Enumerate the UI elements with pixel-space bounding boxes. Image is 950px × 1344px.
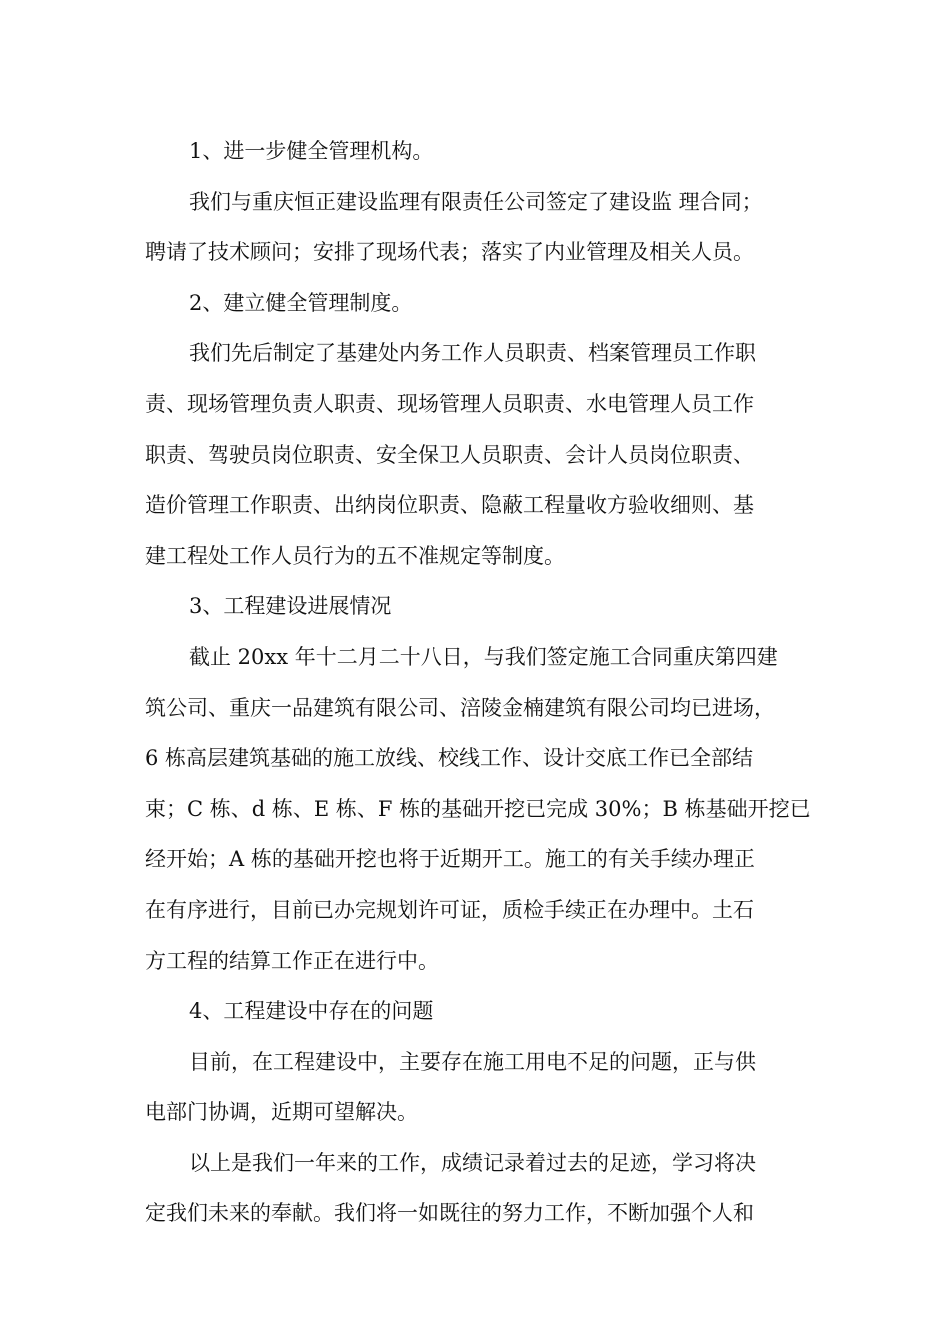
heading-progress (145, 581, 825, 632)
text-line: 聘请了技术顾问；安排了现场代表；落实了内业管理及相关人员。 (145, 240, 754, 265)
paragraph-conclusion (145, 1138, 825, 1239)
text-line: 定我们未来的奉献。我们将一如既往的努力工作，不断加强个人和 (145, 1201, 754, 1226)
heading-management-structure (145, 126, 825, 177)
text-line: 造价管理工作职责、出纳岗位职责、隐蔽工程量收方验收细则、基 (145, 493, 754, 518)
body-text (145, 126, 825, 1239)
text-line: 职责、驾驶员岗位职责、安全保卫人员职责、会计人员岗位职责、 (145, 442, 754, 467)
text-line: 我们先后制定了基建处内务工作人员职责、档案管理员工作职 (189, 341, 756, 366)
text-line: 6 栋高层建筑基础的施工放线、校线工作、设计交底工作已全部结 (145, 746, 754, 771)
text-line: 截止 20xx 年十二月二十八日，与我们签定施工合同重庆第四建 (189, 644, 778, 669)
heading-management-system (145, 278, 825, 329)
text-line: 电部门协调，近期可望解决。 (145, 1100, 418, 1125)
text-line: 以上是我们一年来的工作，成绩记录着过去的足迹，学习将决 (189, 1150, 756, 1175)
text-line: 2、建立健全管理制度。 (189, 290, 413, 315)
text-line: 我们与重庆恒正建设监理有限责任公司签定了建设监 理合同； (189, 189, 763, 214)
paragraph-power-shortage (145, 1037, 825, 1138)
text-line: 束；C 栋、d 栋、E 栋、F 栋的基础开挖已完成 30%；B 栋基础开挖已 (145, 796, 811, 821)
text-line: 责、现场管理负责人职责、现场管理人员职责、水电管理人员工作 (145, 391, 754, 416)
paragraph-supervision-contract (145, 177, 825, 278)
text-line: 经开始；A 栋的基础开挖也将于近期开工。施工的有关手续办理正 (145, 847, 755, 872)
heading-problems (145, 986, 825, 1037)
text-line: 1、进一步健全管理机构。 (189, 139, 434, 163)
text-line: 目前，在工程建设中，主要存在施工用电不足的问题，正与供 (189, 1049, 756, 1074)
text-line: 建工程处工作人员行为的五不准规定等制度。 (145, 543, 565, 568)
text-line: 筑公司、重庆一品建筑有限公司、涪陵金楠建筑有限公司均已进场， (145, 695, 775, 720)
paragraph-progress-details (145, 632, 825, 986)
text-line: 4、工程建设中存在的问题 (189, 999, 434, 1024)
paragraph-responsibilities (145, 328, 825, 581)
text-line: 在有序进行，目前已办完规划许可证，质检手续正在办理中。土石 (145, 897, 754, 922)
text-line: 3、工程建设进展情况 (189, 594, 392, 619)
text-line: 方工程的结算工作正在进行中。 (145, 948, 439, 973)
